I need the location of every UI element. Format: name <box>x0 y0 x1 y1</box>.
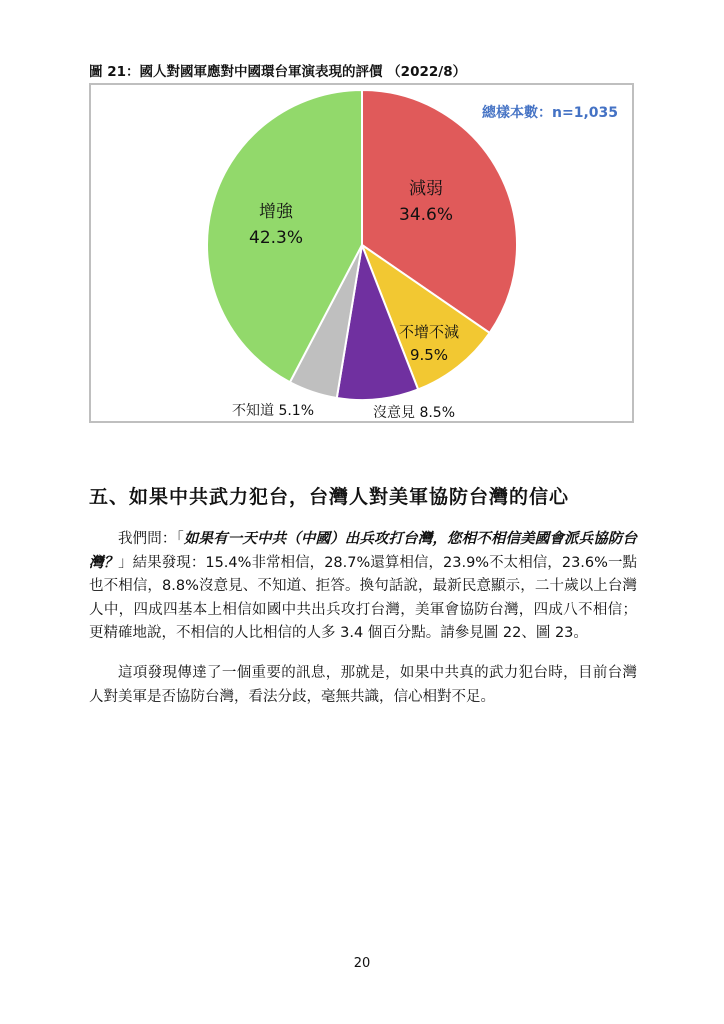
slice-name-dont-know: 不知道 <box>232 403 274 419</box>
slice-label-unchanged <box>399 321 459 366</box>
sample-size-label: 總樣本數：n=1,035 <box>482 105 618 121</box>
slice-pct-weakened: 34.6% <box>399 204 454 225</box>
slice-label-dont-know <box>232 400 314 420</box>
slice-name-weakened: 減弱 <box>409 179 443 199</box>
slice-pct-strengthened: 42.3% <box>249 227 304 248</box>
slice-label-strengthened <box>249 200 303 251</box>
slice-name-no-opinion: 沒意見 <box>373 405 415 421</box>
slice-pct-unchanged: 9.5% <box>409 345 449 364</box>
pie-chart-svg <box>91 85 632 421</box>
paragraph-1-prefix: 我們問：「 <box>118 531 184 547</box>
section-heading: 五、如果中共武力犯台，台灣人對美軍協防台灣的信心 <box>89 486 570 508</box>
slice-label-no-opinion <box>373 402 455 422</box>
slice-name-unchanged: 不增不減 <box>399 323 460 341</box>
page-number: 20 <box>353 956 371 971</box>
pie-chart <box>89 83 634 423</box>
paragraph-1-body: 」結果發現：15.4%非常相信，28.7%還算相信，23.9%不太相信，23.6%一點也不相信，8.8%沒意見、不知道、拒答。換句話說，最新民意顯示，二十歲以上台灣人中，四成四基本上相信如國中共出兵攻打台灣，美軍會協防台灣，四成八不相信；更精確地說，不相信的人比相信的人多 3.4 個百分點。請參見圖 22、圖 23。 <box>89 554 638 641</box>
paragraph-2: 這項發現傳達了一個重要的訊息，那就是，如果中共真的武力犯台時，目前台灣人對美軍是否協防台灣，看法分歧，毫無共識，信心相對不足。 <box>89 665 637 705</box>
survey-question: 如果有一天中共（中國）出兵攻打台灣，您相不相信美國會派兵協防台灣？ <box>89 531 637 571</box>
paragraph-1 <box>89 528 637 646</box>
slice-label-weakened <box>399 177 453 228</box>
slice-pct-no-opinion: 8.5% <box>419 405 456 421</box>
figure-caption: 圖 21：國人對國軍應對中國環台軍演表現的評價 （2022/8） <box>89 64 467 80</box>
slice-name-strengthened: 增強 <box>259 202 293 222</box>
slice-pct-dont-know: 5.1% <box>278 403 315 419</box>
